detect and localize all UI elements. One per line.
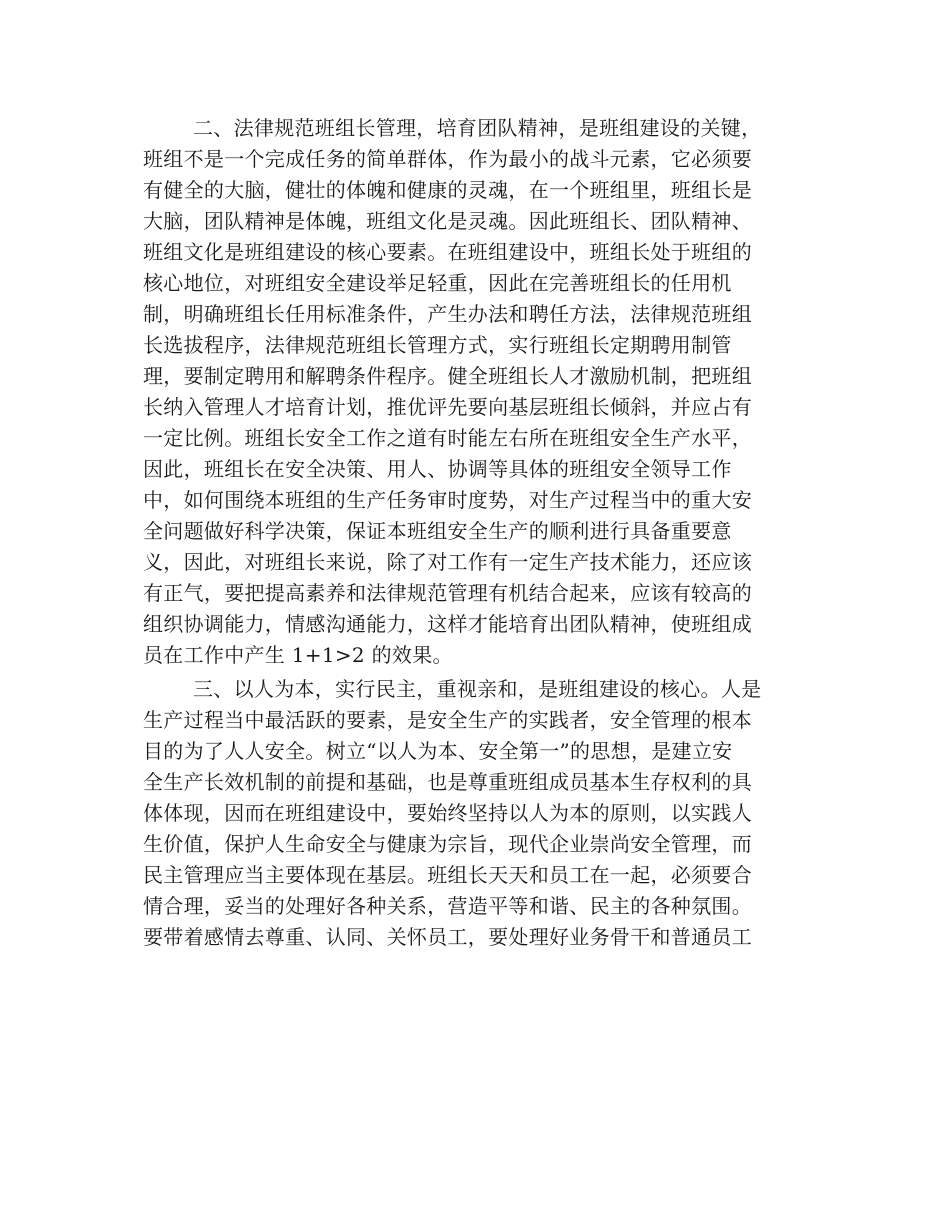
text-line: 班组不是一个完成任务的简单群体，作为最小的战斗元素，它必须要: [143, 147, 752, 171]
text-line: 三、以人为本，实行民主，重视亲和，是班组建设的核心。人是: [193, 677, 762, 701]
paragraph-team-leader-management: [143, 113, 808, 671]
text-line: 理，要制定聘用和解聘条件程序。健全班组长人才激励机制，把班组: [143, 364, 752, 388]
text-line: 全问题做好科学决策，保证本班组安全生产的顺利进行具备重要意: [143, 519, 732, 543]
text-line: 制，明确班组长任用标准条件，产生办法和聘任方法，法律规范班组: [143, 302, 752, 326]
text-line: 长纳入管理人才培育计划，推优评先要向基层班组长倾斜，并应占有: [143, 395, 752, 419]
text-line: 生价值，保护人生命安全与健康为宗旨，现代企业崇尚安全管理，而: [143, 832, 752, 856]
text-line: 二、法律规范班组长管理，培育团队精神，是班组建设的关键，: [193, 116, 762, 140]
text-line: 体体现，因而在班组建设中，要始终坚持以人为本的原则，以实践人: [143, 801, 752, 825]
text-line: 因此，班组长在安全决策、用人、协调等具体的班组安全领导工作: [143, 457, 732, 481]
text-line: 组织协调能力，情感沟通能力，这样才能培育出团队精神，使班组成: [143, 612, 752, 636]
text-line: 长选拔程序，法律规范班组长管理方式，实行班组长定期聘用制管: [143, 333, 732, 357]
text-line: 义，因此，对班组长来说，除了对工作有一定生产技术能力，还应该: [143, 550, 752, 574]
text-line: 班组文化是班组建设的核心要素。在班组建设中，班组长处于班组的: [143, 240, 752, 264]
text-line: 有正气，要把提高素养和法律规范管理有机结合起来，应该有较高的: [143, 581, 752, 605]
text-line: 民主管理应当主要体现在基层。班组长天天和员工在一起，必须要合: [143, 863, 752, 887]
text-line: 目的为了人人安全。树立“以人为本、安全第一”的思想，是建立安: [143, 739, 733, 763]
text-line: 一定比例。班组长安全工作之道有时能左右所在班组安全生产水平，: [143, 426, 752, 450]
paragraph-people-oriented: [143, 674, 808, 953]
text-line: 要带着感情去尊重、认同、关怀员工，要处理好业务骨干和普通员工: [143, 925, 752, 949]
text-line: 中，如何围绕本班组的生产任务审时度势，对生产过程当中的重大安: [143, 488, 752, 512]
text-line: 大脑，团队精神是体魄，班组文化是灵魂。因此班组长、团队精神、: [143, 209, 752, 233]
text-line: 员在工作中产生 1+1>2 的效果。: [143, 643, 453, 667]
text-line: 全生产长效机制的前提和基础，也是尊重班组成员基本生存权利的具: [143, 770, 752, 794]
text-line: 有健全的大脑，健壮的体魄和健康的灵魂，在一个班组里，班组长是: [143, 178, 752, 202]
text-line: 情合理，妥当的处理好各种关系，营造平等和谐、民主的各种氛围。: [143, 894, 752, 918]
text-line: 核心地位，对班组安全建设举足轻重，因此在完善班组长的任用机: [143, 271, 732, 295]
text-line: 生产过程当中最活跃的要素，是安全生产的实践者，安全管理的根本: [143, 708, 752, 732]
